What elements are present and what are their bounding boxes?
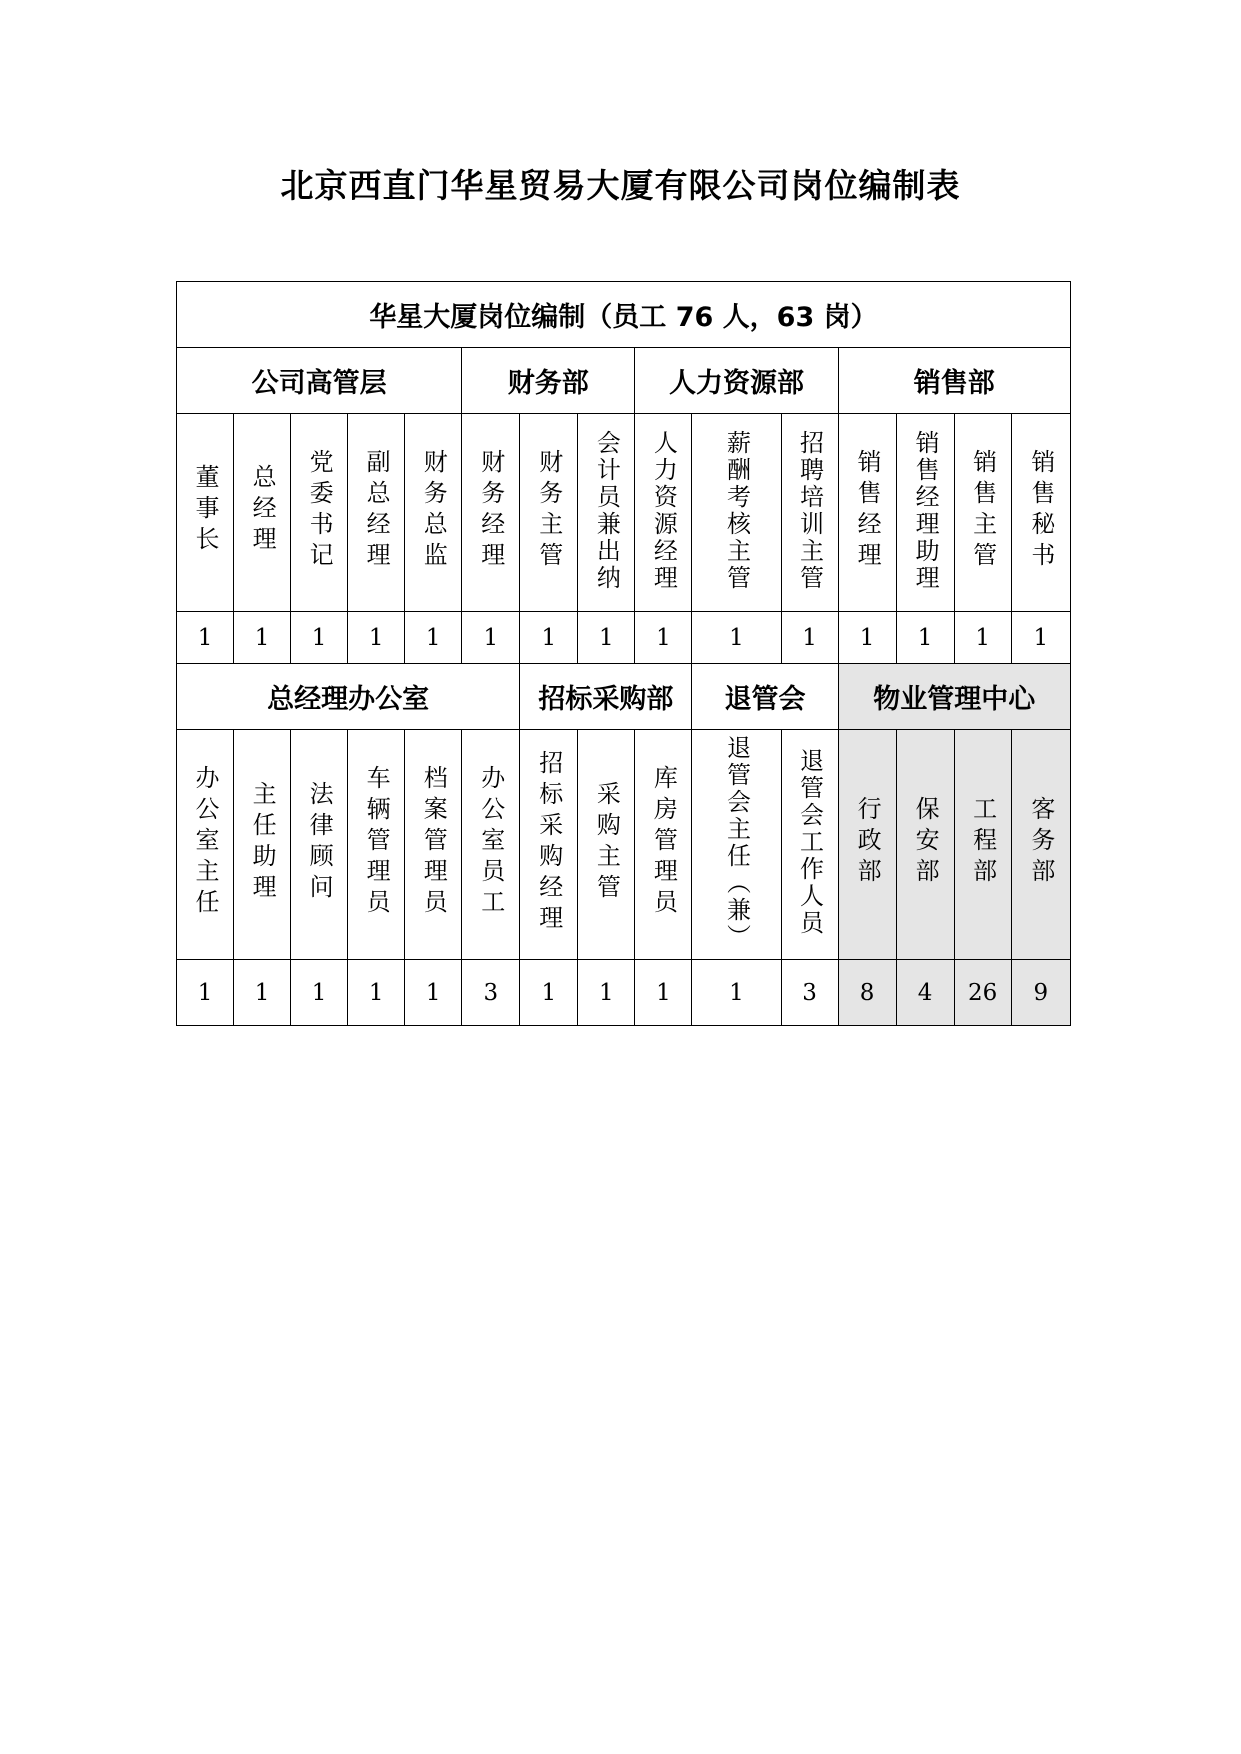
position-cell <box>348 414 405 612</box>
position-label: 库房管理员 <box>649 765 678 920</box>
position-cell <box>405 730 462 960</box>
count-cell: 9 <box>1011 960 1070 1026</box>
position-label: 销售经理助理 <box>911 429 940 592</box>
position-label: 财务总监 <box>419 448 448 573</box>
count-cell: 1 <box>635 960 692 1026</box>
position-cell <box>291 414 348 612</box>
department-row-2 <box>177 664 1071 730</box>
position-cell <box>462 730 520 960</box>
position-label: 销售主管 <box>968 448 997 573</box>
document-title: 北京西直门华星贸易大厦有限公司岗位编制表 <box>280 166 961 205</box>
count-cell: 1 <box>520 612 578 664</box>
position-label: 总经理 <box>248 464 277 557</box>
position-label: 主任助理 <box>248 780 277 905</box>
position-label: 保安部 <box>911 796 940 889</box>
position-cell <box>954 730 1011 960</box>
position-label: 党委书记 <box>305 448 334 573</box>
count-row-1 <box>177 612 1071 664</box>
count-cell: 1 <box>234 612 291 664</box>
position-label: 人力资源经理 <box>649 429 678 592</box>
count-cell: 1 <box>291 960 348 1026</box>
position-cell <box>1011 414 1070 612</box>
count-cell: 3 <box>462 960 520 1026</box>
position-label: 办公室员工 <box>476 765 505 920</box>
count-row-2 <box>177 960 1071 1026</box>
dept-property-center: 物业管理中心 <box>838 664 1070 730</box>
position-label: 副总经理 <box>362 448 391 573</box>
position-cell <box>578 414 635 612</box>
position-label: 办公室主任 <box>191 765 220 920</box>
department-row-1 <box>177 348 1071 414</box>
count-cell: 1 <box>520 960 578 1026</box>
dept-gm-office: 总经理办公室 <box>177 664 520 730</box>
count-cell: 1 <box>177 960 234 1026</box>
position-label: 工程部 <box>968 796 997 889</box>
dept-hr: 人力资源部 <box>635 348 838 414</box>
position-label: 销售经理 <box>853 448 882 573</box>
count-cell: 1 <box>462 612 520 664</box>
position-label: 档案管理员 <box>419 765 448 920</box>
dept-retiree-committee: 退管会 <box>692 664 838 730</box>
table-title: 华星大厦岗位编制（员工 76 人，63 岗） <box>177 282 1071 348</box>
position-cell <box>177 414 234 612</box>
count-cell: 1 <box>692 612 781 664</box>
count-cell: 26 <box>954 960 1011 1026</box>
position-label: 薪酬考核主管 <box>722 429 751 592</box>
count-cell: 1 <box>781 612 838 664</box>
dept-procurement: 招标采购部 <box>520 664 692 730</box>
position-cell <box>234 730 291 960</box>
position-label: 财务经理 <box>476 448 505 573</box>
count-cell: 1 <box>954 612 1011 664</box>
count-cell: 1 <box>405 612 462 664</box>
position-cell <box>635 730 692 960</box>
position-cell <box>177 730 234 960</box>
position-label: 车辆管理员 <box>362 765 391 920</box>
count-cell: 8 <box>838 960 896 1026</box>
count-cell: 1 <box>405 960 462 1026</box>
position-cell <box>462 414 520 612</box>
dept-executive: 公司高管层 <box>177 348 462 414</box>
staffing-table <box>176 281 1071 1026</box>
position-cell <box>234 414 291 612</box>
position-cell <box>692 730 781 960</box>
position-row-2 <box>177 730 1071 960</box>
count-cell: 1 <box>896 612 954 664</box>
position-cell <box>781 730 838 960</box>
position-label: 退管会工作人员 <box>795 748 824 937</box>
position-cell <box>781 414 838 612</box>
position-label: 招聘培训主管 <box>795 429 824 592</box>
position-cell <box>896 414 954 612</box>
position-label: 销售秘书 <box>1026 448 1055 573</box>
position-label: 财务主管 <box>534 448 563 573</box>
position-label: 招标采购经理 <box>534 749 563 936</box>
count-cell: 1 <box>578 612 635 664</box>
count-cell: 1 <box>578 960 635 1026</box>
position-label: 采购主管 <box>592 780 621 905</box>
position-cell <box>692 414 781 612</box>
count-cell: 1 <box>177 612 234 664</box>
position-cell <box>838 730 896 960</box>
dept-finance: 财务部 <box>462 348 635 414</box>
position-cell <box>1011 730 1070 960</box>
position-cell <box>520 730 578 960</box>
count-cell: 4 <box>896 960 954 1026</box>
position-label: 会计员兼出纳 <box>592 429 621 592</box>
position-cell <box>520 414 578 612</box>
count-cell: 1 <box>1011 612 1070 664</box>
position-cell <box>578 730 635 960</box>
count-cell: 1 <box>635 612 692 664</box>
position-label: 法律顾问 <box>305 780 334 905</box>
position-cell <box>838 414 896 612</box>
position-cell <box>635 414 692 612</box>
position-cell <box>291 730 348 960</box>
dept-sales: 销售部 <box>838 348 1070 414</box>
count-cell: 1 <box>234 960 291 1026</box>
position-label: 董事长 <box>191 464 220 557</box>
position-cell <box>954 414 1011 612</box>
count-cell: 3 <box>781 960 838 1026</box>
count-cell: 1 <box>291 612 348 664</box>
position-cell <box>405 414 462 612</box>
count-cell: 1 <box>838 612 896 664</box>
position-label: 客务部 <box>1026 796 1055 889</box>
count-cell: 1 <box>692 960 781 1026</box>
position-label: 退管会主任（兼） <box>722 734 751 951</box>
count-cell: 1 <box>348 960 405 1026</box>
position-cell <box>348 730 405 960</box>
position-cell <box>896 730 954 960</box>
position-label: 行政部 <box>853 796 882 889</box>
position-row-1 <box>177 414 1071 612</box>
count-cell: 1 <box>348 612 405 664</box>
